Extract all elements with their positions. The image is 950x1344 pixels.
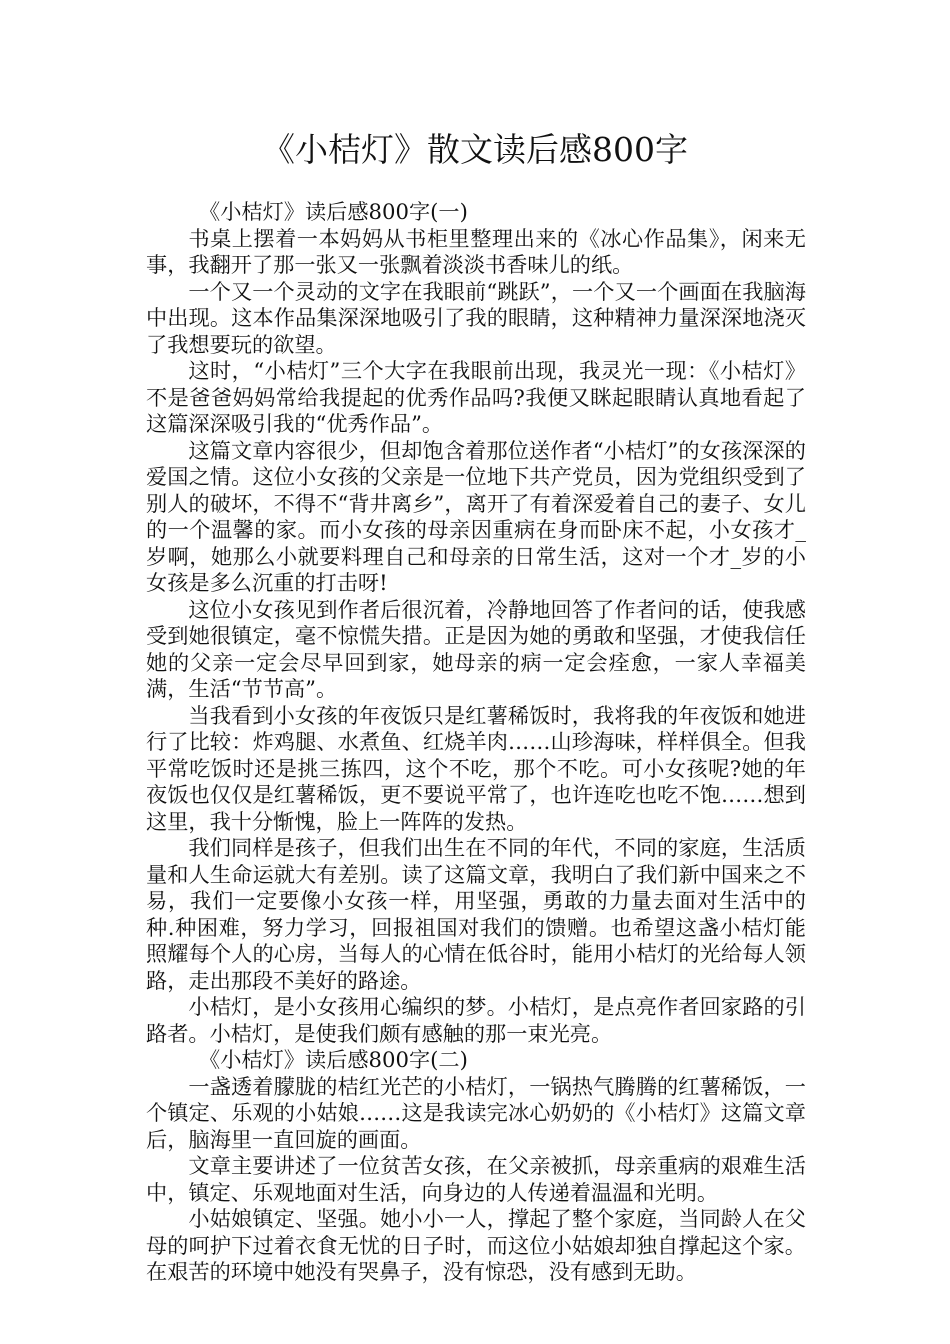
paragraph: 书桌上摆着一本妈妈从书柜里整理出来的《冰心作品集》，闲来无事，我翻开了那一张又一张飘着淡淡书香味儿的纸。 — [146, 225, 806, 277]
document-title: 《小桔灯》散文读后感800字 — [262, 130, 688, 169]
paragraph: 一盏透着朦胧的桔红光芒的小桔灯，一锅热气腾腾的红薯稀饭，一个镇定、乐观的小姑娘……这是我读完冰心奶奶的《小桔灯》这篇文章后，脑海里一直回旋的画面。 — [146, 1073, 806, 1152]
paragraph: 我们同样是孩子，但我们出生在不同的年代，不同的家庭，生活质量和人生命运就大有差别。读了这篇文章，我明白了我们新中国来之不易，我们一定要像小女孩一样，用坚强，勇敢的力量去面对生活中的种.种困难，努力学习，回报祖国对我们的馈赠。也希望这盏小桔灯能照耀每个人的心房，当每人的心情在低谷时，能用小桔灯的光给每人领路，走出那段不美好的路途。 — [146, 835, 806, 993]
paragraph: 这位小女孩见到作者后很沉着，冷静地回答了作者问的话，使我感受到她很镇定，毫不惊慌失措。正是因为她的勇敢和坚强，才使我信任她的父亲一定会尽早回到家，她母亲的病一定会痊愈，一家人幸福美满，生活“节节高”。 — [146, 596, 806, 701]
paragraph: 小桔灯，是小女孩用心编织的梦。小桔灯，是点亮作者回家路的引路者。小桔灯，是使我们颇有感触的那一束光亮。 — [146, 994, 806, 1046]
paragraph: 文章主要讲述了一位贫苦女孩，在父亲被抓，母亲重病的艰难生活中，镇定、乐观地面对生活，向身边的人传递着温温和光明。 — [146, 1153, 806, 1205]
document-body — [146, 199, 806, 1286]
paragraph: 这篇文章内容很少，但却饱含着那位送作者“小桔灯”的女孩深深的爱国之情。这位小女孩的父亲是一位地下共产党员，因为党组织受到了别人的破坏，不得不“背井离乡”，离开了有着深爱着自己的妻子、女儿的一个温馨的家。而小女孩的母亲因重病在身而卧床不起，小女孩才_岁啊，她那么小就要料理自己和母亲的日常生活，这对一个才_岁的小女孩是多么沉重的打击呀! — [146, 437, 806, 595]
paragraph: 小姑娘镇定、坚强。她小小一人，撑起了整个家庭，当同龄人在父母的呵护下过着衣食无忧的日子时，而这位小姑娘却独自撑起这个家。在艰苦的环境中她没有哭鼻子，没有惊恐，没有感到无助。 — [146, 1206, 806, 1284]
paragraph: 这时，“小桔灯”三个大字在我眼前出现，我灵光一现：《小桔灯》不是爸爸妈妈常给我提起的优秀作品吗?我便又眯起眼睛认真地看起了这篇深深吸引我的“优秀作品”。 — [146, 358, 806, 436]
paragraph: 当我看到小女孩的年夜饭只是红薯稀饭时，我将我的年夜饭和她进行了比较：炸鸡腿、水煮鱼、红烧羊肉……山珍海味，样样俱全。但我平常吃饭时还是挑三拣四，这个不吃，那个不吃。可小女孩呢?她的年夜饭也仅仅是红薯稀饭，更不要说平常了，也许连吃也吃不饱……想到这里，我十分惭愧，脸上一阵阵的发热。 — [146, 702, 806, 834]
paragraph: 一个又一个灵动的文字在我眼前“跳跃”，一个又一个画面在我脑海中出现。这本作品集深深地吸引了我的眼睛，这种精神力量深深地浇灭了我想要玩的欲望。 — [146, 278, 806, 357]
section-heading-2: 《小桔灯》读后感800字(二) — [199, 1047, 468, 1072]
section-heading-1: 《小桔灯》读后感800字(一) — [199, 199, 468, 224]
